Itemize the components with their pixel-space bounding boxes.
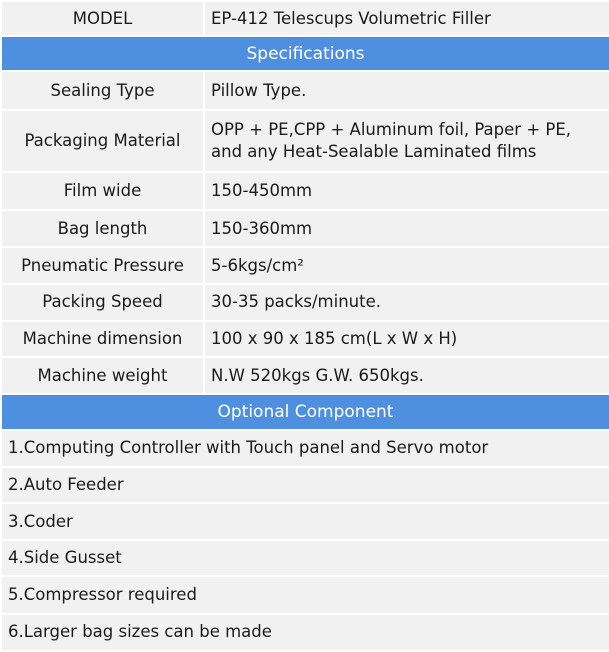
optional-row: [1, 540, 609, 576]
optional-title: Optional Component: [1, 394, 609, 429]
spec-value: 100 x 90 x 185 cm(L x W x H): [204, 321, 609, 357]
optional-item: 5.Compressor required: [1, 576, 609, 613]
model-row: [1, 1, 609, 36]
model-label: MODEL: [1, 1, 204, 36]
spec-value: 5-6kgs/cm²: [204, 247, 609, 283]
optional-item: 2.Auto Feeder: [1, 467, 609, 503]
specifications-title: Specifications: [1, 36, 609, 71]
spec-label: Machine dimension: [1, 321, 204, 357]
optional-header-row: [1, 394, 609, 429]
optional-row: [1, 576, 609, 613]
spec-label: Film wide: [1, 172, 204, 210]
spec-label: Sealing Type: [1, 71, 204, 109]
spec-row: [1, 110, 609, 172]
spec-row: [1, 210, 609, 247]
model-value: EP-412 Telescups Volumetric Filler: [204, 1, 609, 36]
spec-row: [1, 71, 609, 109]
spec-value: 150-450mm: [204, 172, 609, 210]
spec-value: [204, 110, 609, 172]
spec-label: Bag length: [1, 210, 204, 247]
spec-label: Packaging Material: [1, 110, 204, 172]
spec-row: [1, 247, 609, 283]
spec-value-line: and any Heat-Sealable Laminated films: [211, 141, 537, 161]
spec-label: Pneumatic Pressure: [1, 247, 204, 283]
spec-value: N.W 520kgs G.W. 650kgs.: [204, 357, 609, 394]
spec-value-line: OPP + PE,CPP + Aluminum foil, Paper + PE,: [211, 119, 572, 139]
spec-row: [1, 321, 609, 357]
optional-row: [1, 430, 609, 467]
spec-row: [1, 172, 609, 210]
optional-item: 1.Computing Controller with Touch panel and Servo motor: [1, 430, 609, 467]
specifications-header-row: [1, 36, 609, 71]
spec-row: [1, 284, 609, 321]
spec-label: Packing Speed: [1, 284, 204, 321]
spec-row: [1, 357, 609, 394]
spec-value: 30-35 packs/minute.: [204, 284, 609, 321]
optional-item: 6.Larger bag sizes can be made: [1, 614, 609, 651]
optional-row: [1, 467, 609, 503]
spec-value: Pillow Type.: [204, 71, 609, 109]
optional-item: 3.Coder: [1, 503, 609, 540]
optional-row: [1, 503, 609, 540]
optional-item: 4.Side Gusset: [1, 540, 609, 576]
spec-value: 150-360mm: [204, 210, 609, 247]
optional-row: [1, 614, 609, 651]
spec-label: Machine weight: [1, 357, 204, 394]
